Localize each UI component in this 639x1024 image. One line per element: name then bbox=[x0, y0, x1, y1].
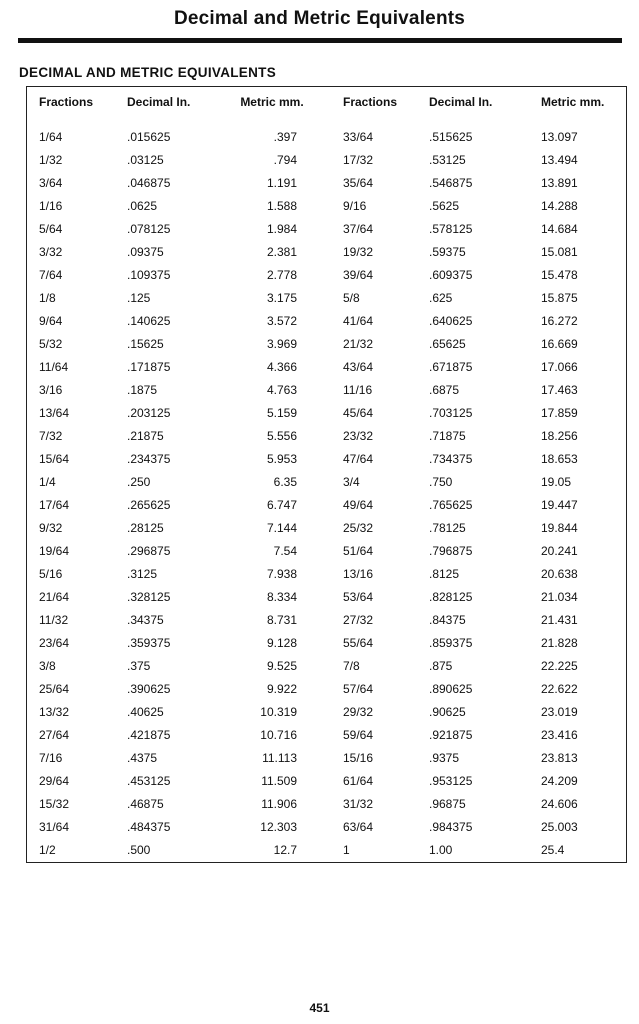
fraction-cell: 7/16 bbox=[39, 750, 63, 765]
metric-mm-cell: 14.288 bbox=[541, 198, 578, 213]
metric-mm-cell: .397 bbox=[273, 129, 297, 144]
metric-mm-cell: 17.463 bbox=[541, 382, 578, 397]
fraction-cell: 3/8 bbox=[39, 658, 56, 673]
metric-mm-cell: 6.35 bbox=[273, 474, 297, 489]
decimal-inch-cell: .3125 bbox=[127, 566, 158, 581]
fraction-cell: 27/32 bbox=[343, 612, 374, 627]
decimal-inch-cell: .734375 bbox=[429, 451, 473, 466]
decimal-inch-cell: .8125 bbox=[429, 566, 460, 581]
fraction-cell: 5/16 bbox=[39, 566, 63, 581]
decimal-inch-cell: .125 bbox=[127, 290, 151, 305]
metric-mm-cell: 9.922 bbox=[266, 681, 297, 696]
metric-mm-cell: 24.209 bbox=[541, 773, 578, 788]
fraction-cell: 45/64 bbox=[343, 405, 374, 420]
fraction-cell: 3/16 bbox=[39, 382, 63, 397]
metric-mm-cell: 16.272 bbox=[541, 313, 578, 328]
metric-mm-cell: 20.241 bbox=[541, 543, 578, 558]
decimal-inch-cell: .1875 bbox=[127, 382, 158, 397]
decimal-inch-cell: .15625 bbox=[127, 336, 164, 351]
fraction-cell: 27/64 bbox=[39, 727, 70, 742]
fraction-cell: 23/64 bbox=[39, 635, 70, 650]
fraction-cell: 9/16 bbox=[343, 198, 367, 213]
table-row bbox=[27, 148, 628, 171]
metric-mm-cell: 22.225 bbox=[541, 658, 578, 673]
table-row bbox=[27, 677, 628, 700]
decimal-inch-cell: .171875 bbox=[127, 359, 171, 374]
metric-mm-cell: 21.034 bbox=[541, 589, 578, 604]
table-row bbox=[27, 654, 628, 677]
decimal-inch-cell: .28125 bbox=[127, 520, 164, 535]
decimal-inch-cell: .984375 bbox=[429, 819, 473, 834]
fraction-cell: 3/32 bbox=[39, 244, 63, 259]
metric-mm-cell: 11.906 bbox=[261, 796, 297, 811]
decimal-inch-cell: .46875 bbox=[127, 796, 164, 811]
decimal-inch-cell: .9375 bbox=[429, 750, 460, 765]
metric-mm-cell: 13.494 bbox=[541, 152, 578, 167]
table-row bbox=[27, 378, 628, 401]
fraction-cell: 15/64 bbox=[39, 451, 70, 466]
fraction-cell: 1/16 bbox=[39, 198, 63, 213]
decimal-inch-cell: .90625 bbox=[429, 704, 466, 719]
header-decimal-left: Decimal In. bbox=[127, 95, 191, 109]
metric-mm-cell: .794 bbox=[273, 152, 297, 167]
metric-mm-cell: 1.588 bbox=[266, 198, 297, 213]
metric-mm-cell: 11.113 bbox=[262, 750, 297, 765]
decimal-inch-cell: .859375 bbox=[429, 635, 473, 650]
metric-mm-cell: 9.128 bbox=[266, 635, 297, 650]
fraction-cell: 3/4 bbox=[343, 474, 360, 489]
decimal-inch-cell: 1.00 bbox=[429, 842, 453, 857]
metric-mm-cell: 3.572 bbox=[266, 313, 297, 328]
decimal-inch-cell: .84375 bbox=[429, 612, 466, 627]
fraction-cell: 15/32 bbox=[39, 796, 70, 811]
metric-mm-cell: 7.54 bbox=[273, 543, 297, 558]
table-row bbox=[27, 125, 628, 148]
metric-mm-cell: 2.778 bbox=[266, 267, 297, 282]
fraction-cell: 13/64 bbox=[39, 405, 70, 420]
decimal-inch-cell: .265625 bbox=[127, 497, 171, 512]
metric-mm-cell: 21.431 bbox=[541, 612, 578, 627]
table-row bbox=[27, 263, 628, 286]
metric-mm-cell: 4.366 bbox=[266, 359, 297, 374]
metric-mm-cell: 10.716 bbox=[260, 727, 297, 742]
title-rule bbox=[18, 38, 622, 43]
fraction-cell: 39/64 bbox=[343, 267, 374, 282]
table-row bbox=[27, 815, 628, 838]
decimal-inch-cell: .4375 bbox=[127, 750, 158, 765]
fraction-cell: 63/64 bbox=[343, 819, 374, 834]
fraction-cell: 49/64 bbox=[343, 497, 374, 512]
metric-mm-cell: 5.556 bbox=[266, 428, 297, 443]
fraction-cell: 37/64 bbox=[343, 221, 374, 236]
table-row bbox=[27, 309, 628, 332]
fraction-cell: 33/64 bbox=[343, 129, 374, 144]
metric-mm-cell: 25.4 bbox=[541, 842, 565, 857]
metric-mm-cell: 9.525 bbox=[266, 658, 297, 673]
fraction-cell: 41/64 bbox=[343, 313, 374, 328]
decimal-inch-cell: .34375 bbox=[127, 612, 164, 627]
fraction-cell: 23/32 bbox=[343, 428, 374, 443]
fraction-cell: 1/8 bbox=[39, 290, 56, 305]
decimal-inch-cell: .750 bbox=[429, 474, 453, 489]
decimal-inch-cell: .375 bbox=[127, 658, 151, 673]
decimal-inch-cell: .65625 bbox=[429, 336, 466, 351]
fraction-cell: 13/32 bbox=[39, 704, 70, 719]
decimal-inch-cell: .09375 bbox=[127, 244, 164, 259]
decimal-inch-cell: .421875 bbox=[127, 727, 171, 742]
fraction-cell: 53/64 bbox=[343, 589, 374, 604]
fraction-cell: 43/64 bbox=[343, 359, 374, 374]
table-row bbox=[27, 217, 628, 240]
metric-mm-cell: 19.447 bbox=[541, 497, 578, 512]
decimal-inch-cell: .296875 bbox=[127, 543, 171, 558]
metric-mm-cell: 17.859 bbox=[541, 405, 578, 420]
fraction-cell: 11/64 bbox=[39, 359, 69, 374]
table-row bbox=[27, 171, 628, 194]
metric-mm-cell: 20.638 bbox=[541, 566, 578, 581]
table-row bbox=[27, 424, 628, 447]
metric-mm-cell: 13.891 bbox=[541, 175, 578, 190]
decimal-inch-cell: .078125 bbox=[127, 221, 171, 236]
metric-mm-cell: 11.509 bbox=[261, 773, 297, 788]
table-row bbox=[27, 470, 628, 493]
decimal-inch-cell: .328125 bbox=[127, 589, 171, 604]
table-row bbox=[27, 631, 628, 654]
decimal-inch-cell: .03125 bbox=[127, 152, 164, 167]
decimal-inch-cell: .109375 bbox=[127, 267, 171, 282]
fraction-cell: 5/8 bbox=[343, 290, 360, 305]
header-metric-right: Metric mm. bbox=[541, 95, 605, 109]
fraction-cell: 19/64 bbox=[39, 543, 70, 558]
table-row bbox=[27, 700, 628, 723]
decimal-inch-cell: .40625 bbox=[127, 704, 164, 719]
metric-mm-cell: 21.828 bbox=[541, 635, 578, 650]
metric-mm-cell: 15.081 bbox=[541, 244, 578, 259]
metric-mm-cell: 1.191 bbox=[266, 175, 297, 190]
fraction-cell: 17/32 bbox=[343, 152, 374, 167]
metric-mm-cell: 12.303 bbox=[260, 819, 297, 834]
decimal-inch-cell: .5625 bbox=[429, 198, 460, 213]
table-row bbox=[27, 769, 628, 792]
metric-mm-cell: 23.019 bbox=[541, 704, 578, 719]
decimal-inch-cell: .234375 bbox=[127, 451, 171, 466]
metric-mm-cell: 1.984 bbox=[266, 221, 297, 236]
metric-mm-cell: 19.05 bbox=[541, 474, 572, 489]
table-row bbox=[27, 792, 628, 815]
decimal-inch-cell: .453125 bbox=[127, 773, 171, 788]
metric-mm-cell: 5.953 bbox=[266, 451, 297, 466]
decimal-inch-cell: .015625 bbox=[127, 129, 171, 144]
table-row bbox=[27, 838, 628, 861]
page-title: Decimal and Metric Equivalents bbox=[173, 8, 466, 29]
decimal-inch-cell: .921875 bbox=[429, 727, 473, 742]
header-decimal-right: Decimal In. bbox=[429, 95, 493, 109]
decimal-inch-cell: .953125 bbox=[429, 773, 473, 788]
decimal-inch-cell: .250 bbox=[127, 474, 151, 489]
decimal-inch-cell: .203125 bbox=[127, 405, 171, 420]
decimal-inch-cell: .500 bbox=[127, 842, 151, 857]
fraction-cell: 13/16 bbox=[343, 566, 374, 581]
header-spacer bbox=[27, 117, 628, 125]
fraction-cell: 9/32 bbox=[39, 520, 63, 535]
table-row bbox=[27, 355, 628, 378]
decimal-inch-cell: .546875 bbox=[429, 175, 473, 190]
table-row bbox=[27, 746, 628, 769]
fraction-cell: 47/64 bbox=[343, 451, 374, 466]
metric-mm-cell: 25.003 bbox=[541, 819, 578, 834]
decimal-inch-cell: .609375 bbox=[429, 267, 473, 282]
decimal-inch-cell: .578125 bbox=[429, 221, 473, 236]
fraction-cell: 11/32 bbox=[39, 612, 69, 627]
decimal-inch-cell: .390625 bbox=[127, 681, 171, 696]
fraction-cell: 3/64 bbox=[39, 175, 63, 190]
fraction-cell: 1/2 bbox=[39, 842, 56, 857]
table-row bbox=[27, 608, 628, 631]
decimal-inch-cell: .21875 bbox=[127, 428, 164, 443]
fraction-cell: 31/32 bbox=[343, 796, 374, 811]
fraction-cell: 25/32 bbox=[343, 520, 374, 535]
decimal-inch-cell: .484375 bbox=[127, 819, 171, 834]
metric-mm-cell: 16.669 bbox=[541, 336, 578, 351]
fraction-cell: 57/64 bbox=[343, 681, 374, 696]
table-row bbox=[27, 562, 628, 585]
metric-mm-cell: 10.319 bbox=[260, 704, 297, 719]
decimal-inch-cell: .140625 bbox=[127, 313, 171, 328]
decimal-inch-cell: .890625 bbox=[429, 681, 473, 696]
metric-mm-cell: 3.969 bbox=[266, 336, 297, 351]
metric-mm-cell: 8.334 bbox=[266, 589, 297, 604]
equivalents-table-frame bbox=[26, 86, 627, 863]
metric-mm-cell: 7.938 bbox=[266, 566, 297, 581]
decimal-inch-cell: .796875 bbox=[429, 543, 473, 558]
fraction-cell: 9/64 bbox=[39, 313, 63, 328]
table-header-row bbox=[27, 87, 628, 117]
header-metric-left: Metric mm. bbox=[240, 95, 304, 109]
decimal-inch-cell: .875 bbox=[429, 658, 453, 673]
decimal-inch-cell: .0625 bbox=[127, 198, 158, 213]
decimal-inch-cell: .625 bbox=[429, 290, 453, 305]
metric-mm-cell: 8.731 bbox=[266, 612, 297, 627]
table-row bbox=[27, 539, 628, 562]
fraction-cell: 55/64 bbox=[343, 635, 374, 650]
fraction-cell: 21/64 bbox=[39, 589, 70, 604]
table-row bbox=[27, 332, 628, 355]
metric-mm-cell: 18.653 bbox=[541, 451, 578, 466]
fraction-cell: 1 bbox=[343, 842, 350, 857]
fraction-cell: 35/64 bbox=[343, 175, 374, 190]
fraction-cell: 51/64 bbox=[343, 543, 374, 558]
section-heading: DECIMAL AND METRIC EQUIVALENTS bbox=[19, 65, 277, 80]
metric-mm-cell: 24.606 bbox=[541, 796, 578, 811]
metric-mm-cell: 2.381 bbox=[266, 244, 297, 259]
decimal-inch-cell: .53125 bbox=[429, 152, 466, 167]
fraction-cell: 31/64 bbox=[39, 819, 70, 834]
fraction-cell: 25/64 bbox=[39, 681, 70, 696]
fraction-cell: 29/64 bbox=[39, 773, 70, 788]
fraction-cell: 7/8 bbox=[343, 658, 360, 673]
decimal-inch-cell: .96875 bbox=[429, 796, 466, 811]
metric-mm-cell: 15.875 bbox=[541, 290, 578, 305]
fraction-cell: 17/64 bbox=[39, 497, 70, 512]
metric-mm-cell: 7.144 bbox=[266, 520, 297, 535]
metric-mm-cell: 23.416 bbox=[541, 727, 578, 742]
fraction-cell: 61/64 bbox=[343, 773, 374, 788]
decimal-inch-cell: .515625 bbox=[429, 129, 473, 144]
fraction-cell: 19/32 bbox=[343, 244, 374, 259]
table-row bbox=[27, 401, 628, 424]
decimal-inch-cell: .671875 bbox=[429, 359, 473, 374]
decimal-inch-cell: .046875 bbox=[127, 175, 171, 190]
fraction-cell: 11/16 bbox=[343, 382, 373, 397]
metric-mm-cell: 14.684 bbox=[541, 221, 578, 236]
fraction-cell: 7/32 bbox=[39, 428, 63, 443]
page-number: 451 bbox=[309, 1001, 330, 1015]
fraction-cell: 7/64 bbox=[39, 267, 63, 282]
metric-mm-cell: 19.844 bbox=[541, 520, 578, 535]
fraction-cell: 21/32 bbox=[343, 336, 374, 351]
decimal-inch-cell: .640625 bbox=[429, 313, 473, 328]
decimal-inch-cell: .59375 bbox=[429, 244, 466, 259]
table-row bbox=[27, 723, 628, 746]
table-row bbox=[27, 585, 628, 608]
decimal-inch-cell: .828125 bbox=[429, 589, 473, 604]
decimal-inch-cell: .78125 bbox=[429, 520, 466, 535]
fraction-cell: 29/32 bbox=[343, 704, 374, 719]
metric-mm-cell: 13.097 bbox=[541, 129, 578, 144]
header-fractions-right: Fractions bbox=[343, 95, 398, 109]
metric-mm-cell: 17.066 bbox=[541, 359, 578, 374]
equivalents-table bbox=[27, 87, 628, 861]
fraction-cell: 1/4 bbox=[39, 474, 56, 489]
metric-mm-cell: 3.175 bbox=[266, 290, 297, 305]
decimal-inch-cell: .765625 bbox=[429, 497, 473, 512]
fraction-cell: 5/32 bbox=[39, 336, 63, 351]
fraction-cell: 59/64 bbox=[343, 727, 374, 742]
table-row bbox=[27, 240, 628, 263]
metric-mm-cell: 23.813 bbox=[541, 750, 578, 765]
metric-mm-cell: 18.256 bbox=[541, 428, 578, 443]
table-row bbox=[27, 194, 628, 217]
fraction-cell: 1/64 bbox=[39, 129, 63, 144]
table-row bbox=[27, 286, 628, 309]
decimal-inch-cell: .703125 bbox=[429, 405, 473, 420]
table-row bbox=[27, 516, 628, 539]
table-row bbox=[27, 493, 628, 516]
metric-mm-cell: 15.478 bbox=[541, 267, 578, 282]
metric-mm-cell: 6.747 bbox=[266, 497, 297, 512]
metric-mm-cell: 12.7 bbox=[273, 842, 297, 857]
metric-mm-cell: 5.159 bbox=[266, 405, 297, 420]
decimal-inch-cell: .6875 bbox=[429, 382, 460, 397]
metric-mm-cell: 22.622 bbox=[541, 681, 578, 696]
fraction-cell: 1/32 bbox=[39, 152, 63, 167]
fraction-cell: 15/16 bbox=[343, 750, 374, 765]
table-row bbox=[27, 447, 628, 470]
fraction-cell: 5/64 bbox=[39, 221, 63, 236]
decimal-inch-cell: .71875 bbox=[429, 428, 466, 443]
decimal-inch-cell: .359375 bbox=[127, 635, 171, 650]
metric-mm-cell: 4.763 bbox=[266, 382, 297, 397]
header-fractions-left: Fractions bbox=[39, 95, 94, 109]
